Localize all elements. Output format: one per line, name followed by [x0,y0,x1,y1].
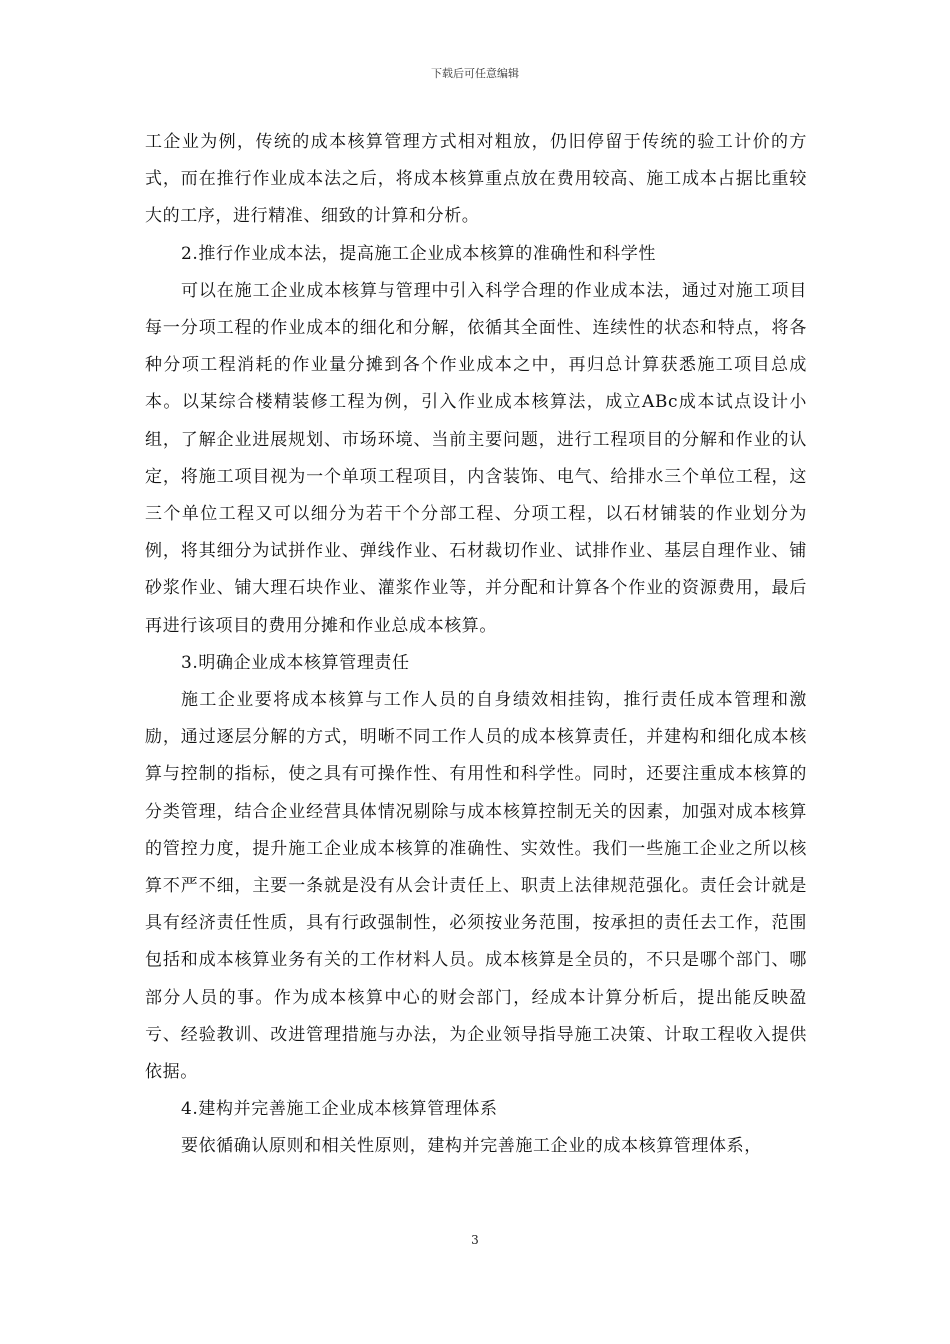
section-heading-2: 2.推行作业成本法，提高施工企业成本核算的准确性和科学性 [181,243,657,264]
page-header: 下载后可任意编辑 [431,67,519,80]
document-body [145,124,807,1166]
page-number: 3 [471,1233,479,1247]
paragraph-system: 要依循确认原则和相关性原则，建构并完善施工企业的成本核算管理体系， [181,1136,762,1157]
section-heading-4: 4.建构并完善施工企业成本核算管理体系 [181,1099,498,1120]
paragraph-activity-costing: 可以在施工企业成本核算与管理中引入科学合理的作业成本法，通过对施工项目每一分项工程的作业成本的细化和分解，依循其全面性、连续性的状态和特点，将各种分项工程消耗的作业量分摊到各个作业成本之中，再归总计算获悉施工项目总成本。以某综合楼精装修工程为例，引入作业成本核算法，成立ABc成本试点设计小组，了解企业进展规划、市场环境、当前主要问题，进行工程项目的分解和作业的认定，将施工项目视为一个单项工程项目，内含装饰、电气、给排水三个单位工程，这三个单位工程又可以细分为若干个分部工程、分项工程，以石材铺装的作业划分为例，将其细分为试拼作业、弹线作业、石材裁切作业、试排作业、基层自理作业、铺砂浆作业、铺大理石块作业、灌浆作业等，并分配和计算各个作业的资源费用，最后再进行该项目的费用分摊和作业总成本核算。 [145,280,807,636]
section-heading-3: 3.明确企业成本核算管理责任 [181,652,410,673]
paragraph-continuation: 工企业为例，传统的成本核算管理方式相对粗放，仍旧停留于传统的验工计价的方式，而在推行作业成本法之后，将成本核算重点放在费用较高、施工成本占据比重较大的工序，进行精准、细致的计算和分析。 [145,132,807,227]
paragraph-responsibility: 施工企业要将成本核算与工作人员的自身绩效相挂钩，推行责任成本管理和激励，通过逐层分解的方式，明晰不同工作人员的成本核算责任，并建构和细化成本核算与控制的指标，使之具有可操作性、有用性和科学性。同时，还要注重成本核算的分类管理，结合企业经营具体情况剔除与成本核算控制无关的因素，加强对成本核算的管控力度，提升施工企业成本核算的准确性、实效性。我们一些施工企业之所以核算不严不细，主要一条就是没有从会计责任上、职责上法律规范强化。责任会计就是具有经济责任性质，具有行政强制性，必须按业务范围，按承担的责任去工作，范围包括和成本核算业务有关的工作材料人员。成本核算是全员的，不只是哪个部门、哪部分人员的事。作为成本核算中心的财会部门，经成本计算分析后，提出能反映盈亏、经验教训、改进管理措施与办法，为企业领导指导施工决策、计取工程收入提供依据。 [145,690,807,1083]
